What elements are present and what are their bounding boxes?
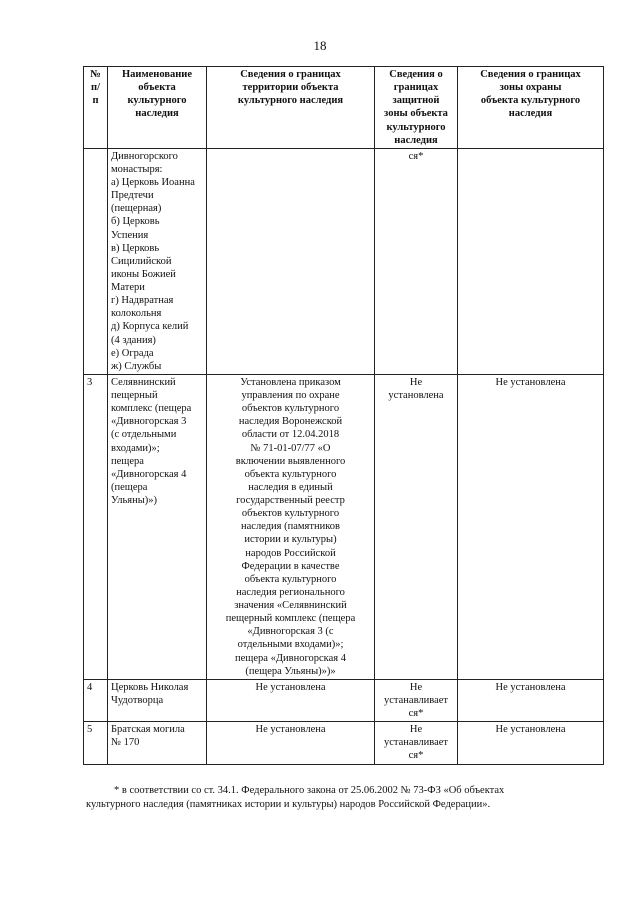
protective-zone-cell <box>375 679 458 721</box>
cell-line: б) Церковь <box>111 216 160 228</box>
cell-line: Церковь Николая <box>111 681 189 693</box>
cell-line: пещерный <box>111 390 158 401</box>
cell-line: ся* <box>408 708 424 719</box>
cell-line: Дивногорского <box>111 150 178 162</box>
cell-line: Не <box>409 681 423 693</box>
cell-line: (4 здания) <box>111 334 156 346</box>
table-row <box>84 722 604 764</box>
header-line: п/ <box>91 82 100 94</box>
row-number: 4 <box>84 679 108 721</box>
header-line: защитной <box>392 95 440 107</box>
header-line: п <box>92 95 99 107</box>
cell-line: в) Церковь <box>111 242 160 254</box>
object-name-cell <box>108 679 207 721</box>
cell-line: управления по охране <box>241 390 340 401</box>
header-line: наследия <box>394 134 438 146</box>
table-row <box>84 679 604 721</box>
footnote <box>86 784 601 812</box>
cell-line: государственный реестр <box>236 495 345 506</box>
page-number: 18 <box>313 38 327 53</box>
cell-line: наследия в единый <box>248 481 333 493</box>
cell-line: иконы Божией <box>111 268 176 280</box>
header-line: территории объекта <box>242 82 339 94</box>
cell-line: (пещера <box>111 481 148 493</box>
header-line: объекта <box>138 82 176 94</box>
cell-line: объекта культурного <box>244 573 337 585</box>
header-line: наследия <box>508 108 553 120</box>
cell-line: устанавливает <box>384 694 448 706</box>
cell-line: «Дивногорская 4 <box>111 468 187 480</box>
cell-line: № 71-01-07/77 «О <box>250 442 331 454</box>
header-line: границах <box>393 82 439 94</box>
cell-line: пещерный комплекс (пещера <box>225 613 356 625</box>
cell-line: Успения <box>111 229 149 241</box>
footnote-line-2: культурного наследия (памятниках истории и культуры) народов Российской Федерации». <box>86 799 491 811</box>
header-line: Наименование <box>122 69 192 80</box>
territory-cell <box>207 722 375 764</box>
cell-line: ся* <box>408 750 424 762</box>
cell-line: пещера <box>111 455 144 467</box>
cell-line: Не <box>409 724 423 736</box>
protection-zone-cell <box>458 679 604 721</box>
cell-line: входами)»; <box>111 442 160 454</box>
cell-line: Братская могила <box>111 724 185 736</box>
table-header-row <box>84 67 604 149</box>
protection-zone-cell <box>458 148 604 374</box>
header-line: зоны охраны <box>499 82 562 94</box>
territory-cell <box>207 148 375 374</box>
cell-line: наследия Воронежской <box>238 416 343 428</box>
cell-line: Не установлена <box>255 681 326 693</box>
cell-line: (пещера Ульяны)»)» <box>245 665 336 677</box>
cell-line: объектов культурного <box>241 508 340 520</box>
header-number <box>84 67 108 149</box>
cell-line: установлена <box>388 390 444 401</box>
cell-line: Ульяны)») <box>111 495 158 506</box>
table-row <box>84 148 604 374</box>
object-name-cell <box>108 722 207 764</box>
cell-line: объекта культурного <box>244 468 337 480</box>
territory-cell <box>207 679 375 721</box>
row-number: 3 <box>84 374 108 679</box>
table-row <box>84 374 604 679</box>
header-line: наследия <box>135 108 179 120</box>
cell-line: Не установлена <box>495 724 566 736</box>
cell-line: Чудотворца <box>111 694 164 706</box>
territory-cell <box>207 374 375 679</box>
cell-line: «Дивногорская 3 (с <box>247 626 334 638</box>
object-name-cell <box>108 374 207 679</box>
cell-line: Селявнинский <box>111 376 176 388</box>
header-protective-zone <box>375 67 458 149</box>
protection-zone-cell <box>458 374 604 679</box>
row-number <box>84 148 108 374</box>
cell-line: Установлена приказом <box>240 376 341 388</box>
protective-zone-cell <box>375 148 458 374</box>
cell-line: пещера «Дивногорская 4 <box>235 652 346 664</box>
cell-line: объектов культурного <box>241 403 340 415</box>
header-line: объекта культурного <box>480 95 581 107</box>
cell-line: комплекс (пещера <box>111 403 192 415</box>
row-number: 5 <box>84 722 108 764</box>
cell-line: монастыря: <box>111 163 163 175</box>
header-name <box>108 67 207 149</box>
header-line: культурного <box>127 95 187 107</box>
cell-line: народов Российской <box>245 547 336 559</box>
header-territory <box>207 67 375 149</box>
header-protection-zone <box>458 67 604 149</box>
heritage-table <box>83 66 604 765</box>
cell-line: значения «Селявнинский <box>234 600 347 611</box>
protective-zone-cell <box>375 374 458 679</box>
cell-line: истории и культуры) <box>244 534 337 546</box>
header-line: Сведения о границах <box>480 69 581 80</box>
header-line: зоны объекта <box>384 108 448 120</box>
cell-line: Не установлена <box>255 724 326 736</box>
cell-line: Не установлена <box>495 376 566 388</box>
cell-line: Матери <box>111 282 145 293</box>
header-line: Сведения о <box>389 69 443 80</box>
cell-line: ся* <box>408 150 424 162</box>
header-line: № <box>90 69 101 80</box>
protective-zone-cell <box>375 722 458 764</box>
cell-line: Не <box>409 376 423 388</box>
footnote-line-1: * в соответствии со ст. 34.1. Федерального закона от 25.06.2002 № 73-ФЗ «Об объектах <box>114 785 505 796</box>
cell-line: № 170 <box>111 737 140 749</box>
cell-line: области от 12.04.2018 <box>241 429 340 441</box>
header-line: Сведения о границах <box>240 69 341 80</box>
cell-line: е) Ограда <box>111 347 154 359</box>
object-name-cell <box>108 148 207 374</box>
cell-line: Сицилийской <box>111 255 172 267</box>
cell-line: (с отдельными <box>111 429 177 441</box>
cell-line: наследия (памятников <box>241 521 340 533</box>
cell-line: Не установлена <box>495 681 566 693</box>
cell-line: д) Корпуса келий <box>111 321 189 333</box>
cell-line: Федерации в качестве <box>241 560 340 572</box>
cell-line: отдельными входами)»; <box>237 639 344 651</box>
cell-line: включении выявленного <box>235 455 346 467</box>
cell-line: устанавливает <box>384 737 448 749</box>
cell-line: ж) Службы <box>111 360 162 372</box>
cell-line: (пещерная) <box>111 203 162 215</box>
cell-line: г) Надвратная <box>111 295 174 307</box>
cell-line: колокольня <box>111 308 162 320</box>
cell-line: наследия регионального <box>236 586 345 598</box>
header-line: культурного <box>386 121 446 133</box>
cell-line: Предтечи <box>111 190 154 202</box>
cell-line: «Дивногорская 3 <box>111 416 187 428</box>
protection-zone-cell <box>458 722 604 764</box>
cell-line: а) Церковь Иоанна <box>111 177 195 188</box>
header-line: культурного наследия <box>237 95 344 107</box>
